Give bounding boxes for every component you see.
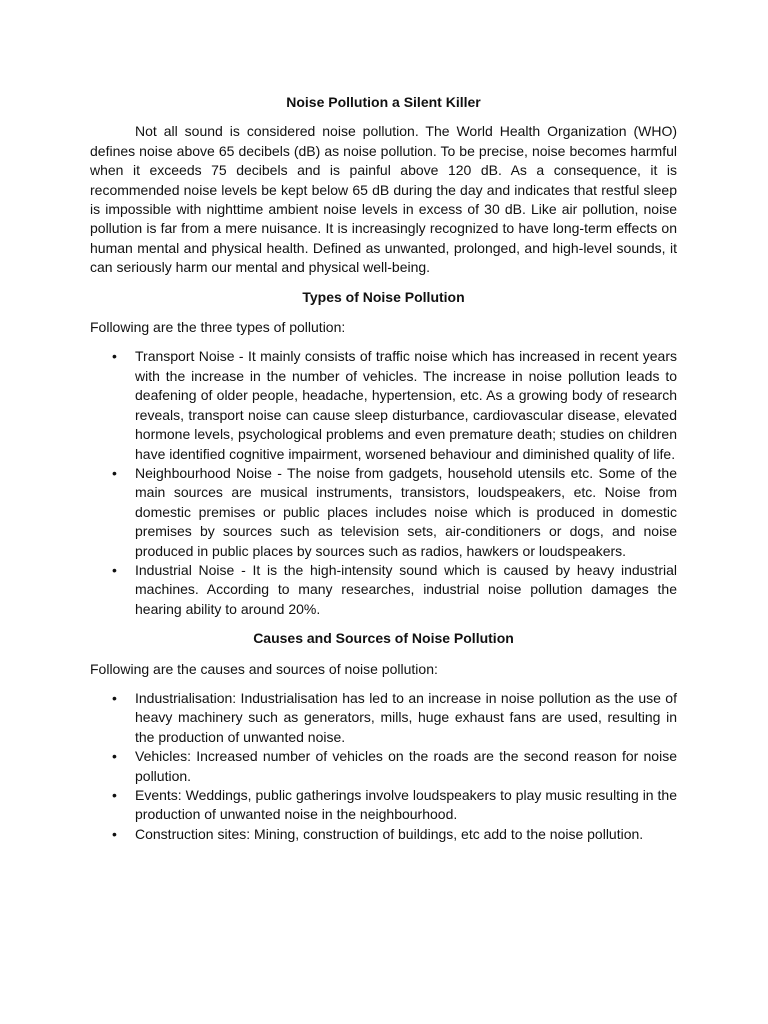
causes-heading: Causes and Sources of Noise Pollution — [253, 630, 514, 647]
document-title: Noise Pollution a Silent Killer — [286, 94, 481, 110]
list-item — [90, 561, 677, 619]
bullet-icon: • — [112, 561, 117, 578]
list-item — [90, 786, 677, 825]
document-page — [90, 93, 677, 844]
list-item-text: Industrialisation: Industrialisation has led to an increase in noise pollution as the use of heavy machinery such as generators, mills, huge exhaust fans are used, resulting in the production of unwanted noise. — [135, 689, 677, 745]
types-heading: Types of Noise Pollution — [302, 288, 465, 305]
list-item — [90, 747, 677, 786]
list-item-text: Vehicles: Increased number of vehicles on the roads are the second reason for noise pollution. — [135, 748, 677, 784]
list-item — [90, 825, 677, 844]
list-item — [90, 347, 677, 463]
bullet-icon: • — [112, 348, 117, 365]
intro-paragraph: Not all sound is considered noise pollution. The World Health Organization (WHO) defines noise above 65 decibels (dB) as noise pollution. To be precise, noise becomes harmful when it exceeds 75 decibels and is painful above 120 dB. As a consequence, it is recommended noise levels be kept below 65 dB during the day and indicates that restful sleep is impossible with nighttime ambient noise levels in excess of 30 dB. Like air pollution, noise pollution is far from a mere nuisance. It is increasingly recognized to have long-term effects on human mental and physical health. Defined as unwanted, prolonged, and high-level sounds, it can seriously harm our mental and physical well-being. — [90, 123, 677, 276]
bullet-icon: • — [112, 825, 117, 842]
list-item-text: Transport Noise - It mainly consists of traffic noise which has increased in recent years with the increase in the number of vehicles. The increase in noise pollution leads to deafening of older people, headache, hypertension, etc. As a growing body of research reveals, transport noise can cause sleep disturbance, cardiovascular disease, elevated hormone levels, psychological problems and even premature death; studies on children have identified cognitive impairment, worsened behaviour and diminished quality of life. — [135, 348, 677, 462]
types-list — [90, 347, 677, 619]
bullet-icon: • — [112, 689, 117, 706]
list-item-text: Construction sites: Mining, construction of buildings, etc add to the noise pollution. — [135, 825, 644, 842]
bullet-icon: • — [112, 464, 117, 481]
list-item-text: Industrial Noise - It is the high-intensity sound which is caused by heavy industrial machines. According to many researches, industrial noise pollution damages the hearing ability to around 20%. — [135, 561, 677, 617]
list-item-text: Neighbourhood Noise - The noise from gadgets, household utensils etc. Some of the main sources are musical instruments, transistors, loudspeakers, etc. Noise from domestic premises or public places includes noise which is produced in domestic premises by sources such as television sets, air-conditioners or dogs, and noise produced in public places by sources such as radios, hawkers or loudspeakers. — [135, 464, 677, 559]
list-item — [90, 689, 677, 747]
types-intro: Following are the three types of pollution: — [90, 319, 346, 336]
list-item — [90, 464, 677, 561]
bullet-icon: • — [112, 748, 117, 765]
causes-list — [90, 689, 677, 844]
bullet-icon: • — [112, 787, 117, 803]
list-item-text: Events: Weddings, public gatherings involve loudspeakers to play music resulting in the production of unwanted noise in the neighbourhood. — [135, 787, 677, 823]
causes-intro: Following are the causes and sources of noise pollution: — [90, 660, 438, 677]
